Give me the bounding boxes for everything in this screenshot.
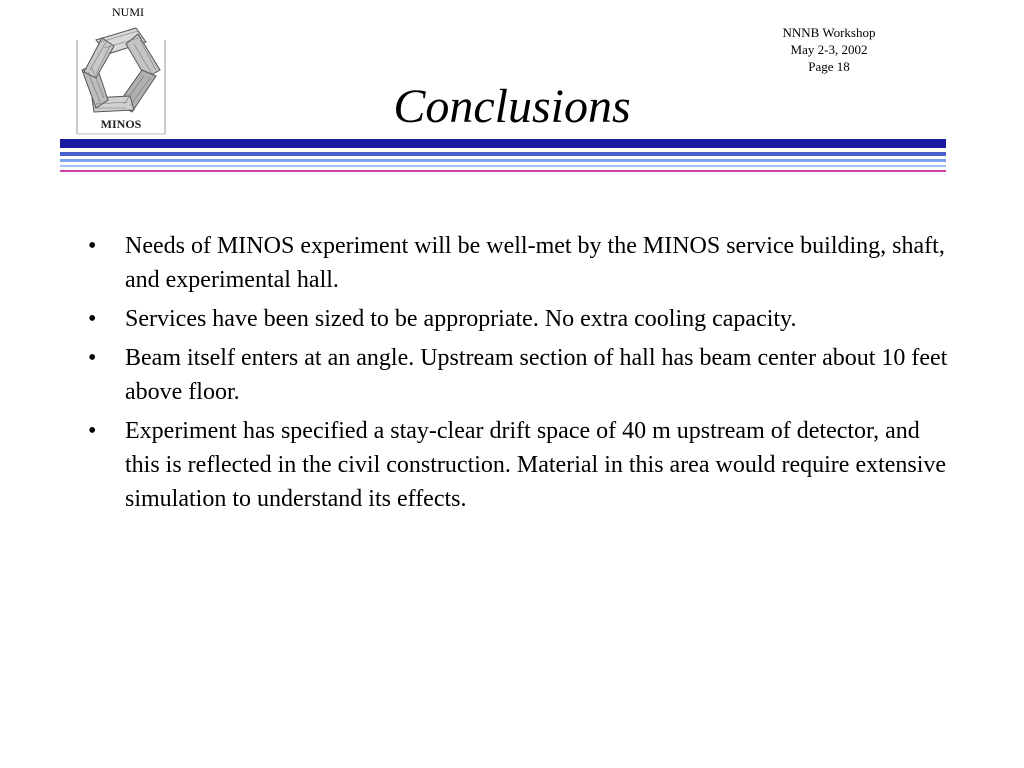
header-rules bbox=[60, 139, 946, 172]
rule-line bbox=[60, 139, 946, 148]
rule-line bbox=[60, 165, 946, 167]
numi-label: NUMI bbox=[112, 5, 144, 19]
logo-text: MINOS bbox=[100, 117, 142, 131]
bullet-marker: • bbox=[88, 345, 97, 371]
page-number: Page 18 bbox=[808, 59, 850, 74]
bullet-text: Experiment has specified a stay-clear drift space of 40 m upstream of detector, and this is reflected in the civil construction. Material in this area would require extensive simulation to understand its effects. bbox=[125, 418, 947, 512]
workshop-date: May 2-3, 2002 bbox=[790, 42, 868, 57]
rule-line bbox=[60, 152, 946, 156]
rule-line bbox=[60, 170, 946, 172]
workshop-info bbox=[749, 24, 909, 75]
slide-title: Conclusions bbox=[393, 80, 631, 133]
bullet-marker: • bbox=[88, 418, 97, 444]
bullet-item bbox=[88, 414, 948, 516]
bullet-text: Needs of MINOS experiment will be well-met by the MINOS service building, shaft, and experimental hall. bbox=[125, 233, 945, 293]
bullet-item bbox=[88, 302, 948, 336]
workshop-name: NNNB Workshop bbox=[782, 25, 876, 40]
bullet-text: Beam itself enters at an angle. Upstream section of hall has beam center about 10 feet above floor. bbox=[125, 345, 948, 405]
bullet-item bbox=[88, 229, 948, 297]
bullet-marker: • bbox=[88, 233, 97, 259]
bullet-list bbox=[88, 229, 948, 521]
bullet-text: Services have been sized to be appropriate. No extra cooling capacity. bbox=[125, 306, 797, 332]
bullet-marker: • bbox=[88, 306, 97, 332]
rule-line bbox=[60, 159, 946, 162]
bullet-item bbox=[88, 341, 948, 409]
